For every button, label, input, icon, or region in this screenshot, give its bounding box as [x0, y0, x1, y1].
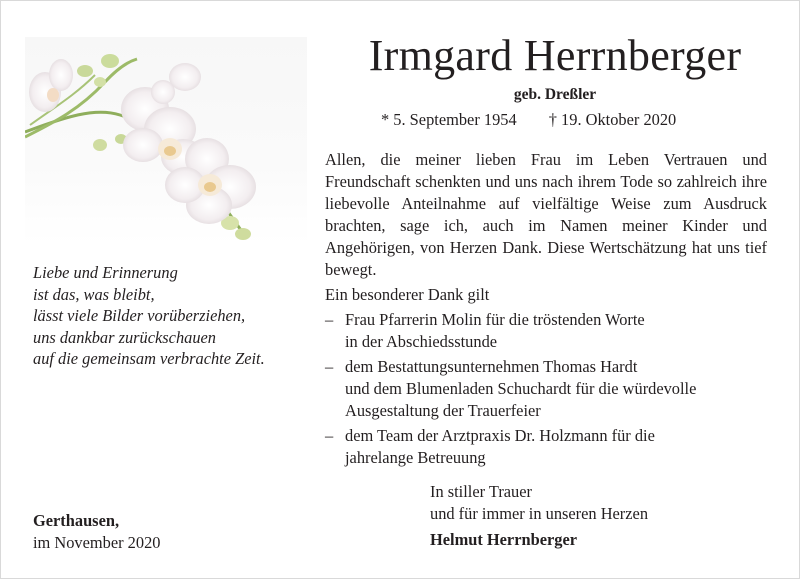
place-town: Gerthausen, — [33, 511, 120, 530]
dash-bullet: – — [325, 357, 334, 376]
thanks-list — [325, 309, 765, 472]
birth-date: * 5. September 1954 — [381, 110, 517, 129]
closing-line: und für immer in unseren Herzen — [430, 504, 649, 523]
poem — [33, 262, 323, 370]
signature: Helmut Herrnberger — [430, 530, 578, 549]
list-item-line: dem Team der Arztpraxis Dr. Holzmann für die — [345, 426, 655, 445]
poem-line: uns dankbar zurückschauen — [33, 327, 217, 347]
thank-you-text: Allen, die meiner lieben Frau im Leben Vertrauen und Freundschaft schenkten und uns nach ihrem Tode so zahlreich ihre liebevolle Anteilnahme auf vielfältige Weise zum Ausdruck brachten, sage ich, auch im Namen meiner Kinder und Angehörigen, von Herzen Dank. Diese Wertschätzung hat uns tief bewegt. — [325, 150, 767, 279]
list-item-line: dem Bestattungsunternehmen Thomas Hardt — [345, 357, 638, 376]
closing-line: In stiller Trauer — [430, 482, 532, 501]
death-date: † 19. Oktober 2020 — [548, 110, 677, 129]
place-month: im November 2020 — [33, 533, 161, 552]
poem-line: ist das, was bleibt, — [33, 284, 155, 304]
closing-block — [430, 481, 648, 551]
birth-name: geb. Dreßler — [513, 86, 597, 103]
list-item — [325, 425, 765, 469]
list-item-line: jahrelange Betreuung — [345, 448, 486, 467]
orchid-photo — [25, 37, 307, 245]
dash-bullet: – — [325, 310, 334, 329]
place-date — [33, 510, 160, 554]
poem-line: lässt viele Bilder vorüberziehen, — [33, 306, 246, 325]
list-item-line: Ausgestaltung der Trauerfeier — [345, 401, 541, 420]
list-item-line: Frau Pfarrerin Molin für die tröstenden Worte — [345, 310, 645, 329]
deceased-name: Irmgard Herrnberger — [368, 31, 742, 80]
list-item — [325, 356, 765, 422]
poem-line: auf die gemeinsam verbrachte Zeit. — [33, 349, 265, 368]
white-orchid-icon — [25, 37, 307, 245]
dash-bullet: – — [325, 426, 334, 445]
list-item — [325, 309, 765, 353]
list-item-line: in der Abschiedsstunde — [345, 332, 498, 351]
list-item-line: und dem Blumenladen Schuchardt für die würdevolle — [345, 379, 697, 398]
special-thanks-heading: Ein besonderer Dank gilt — [325, 285, 490, 304]
life-dates — [381, 109, 676, 131]
poem-line: Liebe und Erinnerung — [33, 263, 178, 282]
